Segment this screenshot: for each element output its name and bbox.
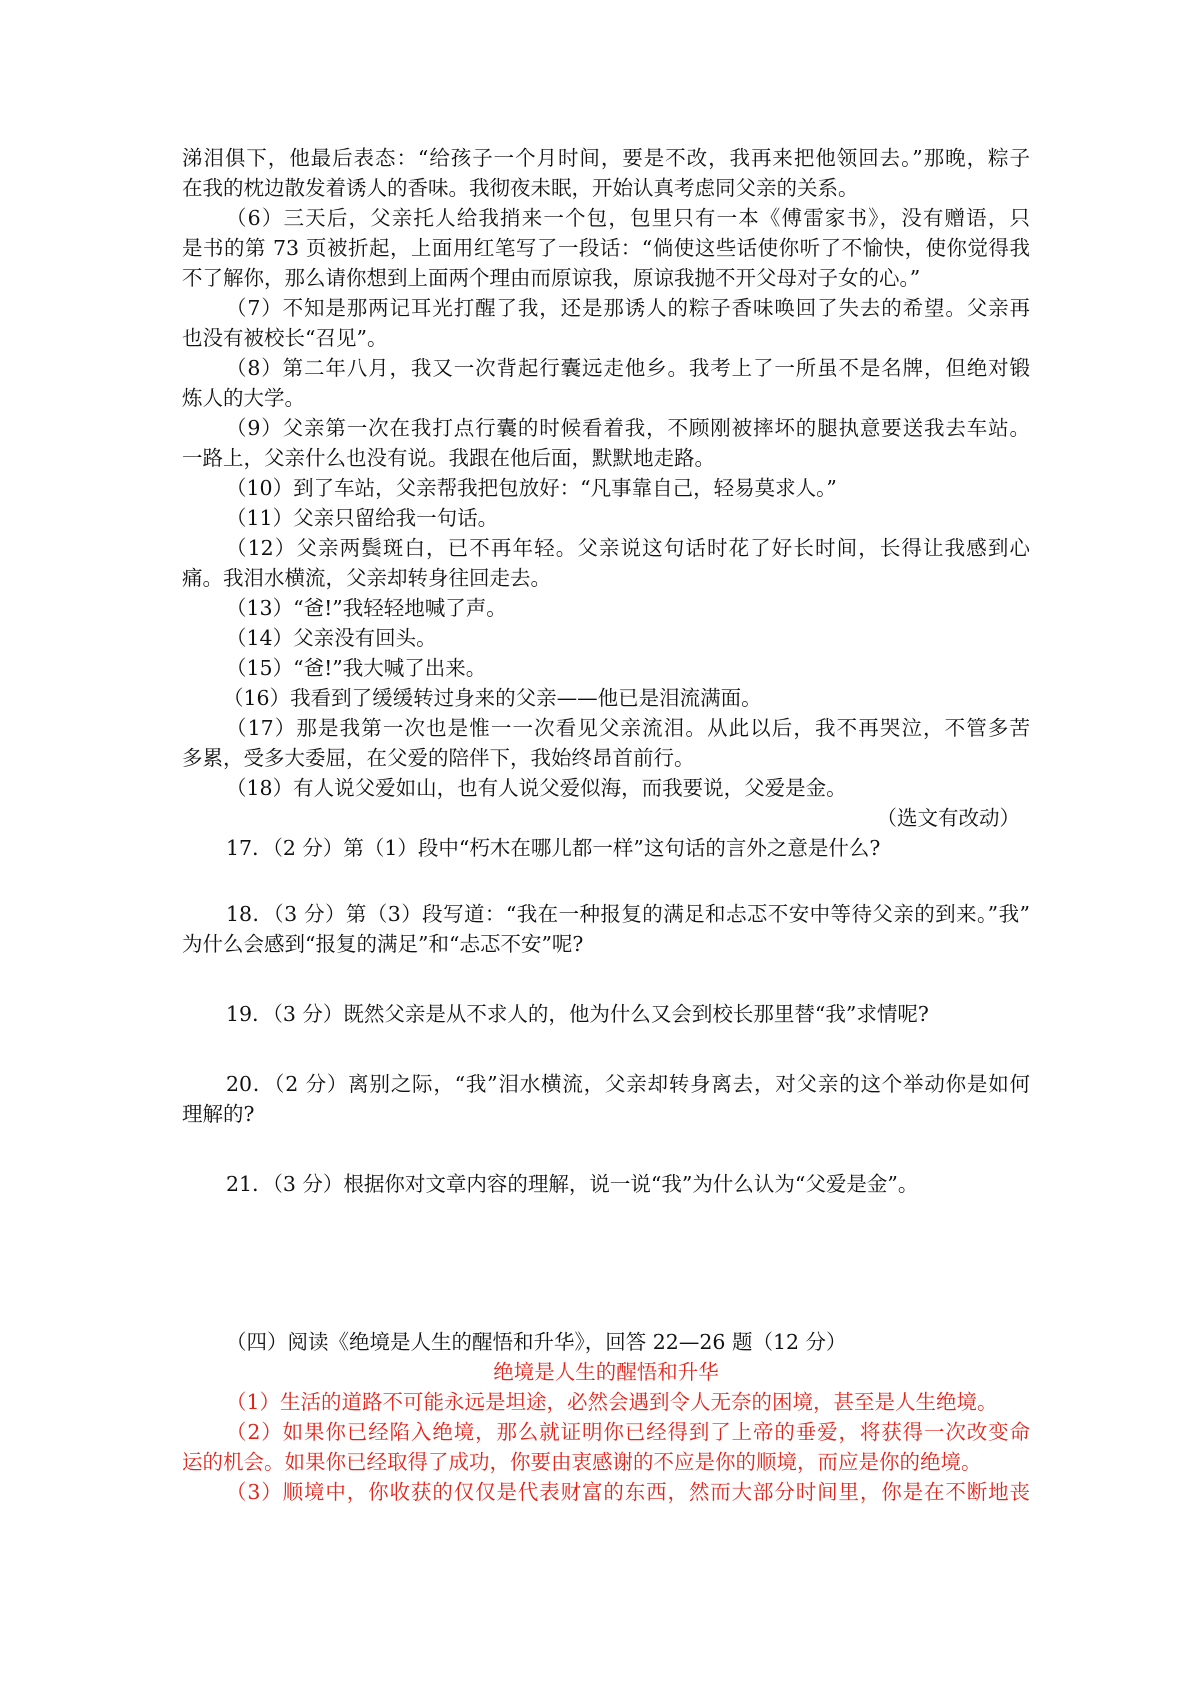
section-4 (182, 1327, 1030, 1507)
paragraph-12-line: 痛。我泪水横流，父亲却转身往回走去。 (182, 566, 551, 590)
question-20: 20．（2 分）离别之际，“我”泪水横流，父亲却转身离去，对父亲的这个举动你是如何 (226, 1072, 1030, 1096)
question-18: 18．（3 分）第（3）段写道：“我在一种报复的满足和忐忑不安中等待父亲的到来。”我” (226, 902, 1030, 926)
paragraph-7-line: （7）不知是那两记耳光打醒了我，还是那诱人的粽子香味唤回了失去的希望。父亲再 (226, 296, 1030, 320)
article-paragraph-2: （2）如果你已经陷入绝境，那么就证明你已经得到了上帝的垂爱，将获得一次改变命 (226, 1420, 1030, 1444)
paragraph-17-line: 多累，受多大委屈，在父爱的陪伴下，我始终昂首前行。 (182, 746, 695, 770)
question-list (182, 833, 1030, 1327)
paragraph-6-line: 是书的第 73 页被折起，上面用红笔写了一段话：“倘使这些话使你听了不愉快，使你觉得我 (182, 236, 1030, 260)
paragraph-6-line: （6）三天后，父亲托人给我捎来一个包，包里只有一本《傅雷家书》，没有赠语，只 (226, 206, 1030, 230)
article-paragraph-1: （1）生活的道路不可能永远是坦途，必然会遇到令人无奈的困境，甚至是人生绝境。 (226, 1390, 998, 1414)
paragraph-13-line: （13）“爸!”我轻轻地喊了声。 (226, 596, 507, 620)
paragraph-8-line: 炼人的大学。 (182, 386, 305, 410)
answer-space (182, 863, 1030, 899)
article-title: 绝境是人生的醒悟和升华 (493, 1360, 719, 1384)
answer-space (182, 1029, 1030, 1069)
question-17: 17．（2 分）第（1）段中“朽木在哪儿都一样”这句话的言外之意是什么? (226, 836, 881, 860)
article-paragraph-3: （3）顺境中，你收获的仅仅是代表财富的东西，然而大部分时间里，你是在不断地丧 (226, 1480, 1030, 1504)
paragraph-9-line: （9）父亲第一次在我打点行囊的时候看着我，不顾刚被摔坏的腿执意要送我去车站。 (226, 416, 1030, 440)
paragraph-15-line: （15）“爸!”我大喊了出来。 (226, 656, 487, 680)
paragraph-16-line: （16）我看到了缓缓转过身来的父亲——他已是泪流满面。 (223, 686, 762, 710)
question-19: 19．（3 分）既然父亲是从不求人的，他为什么又会到校长那里替“我”求情呢? (226, 1002, 929, 1026)
answer-space (182, 1129, 1030, 1169)
paragraph-17-line: （17）那是我第一次也是惟一一次看见父亲流泪。从此以后，我不再哭泣，不管多苦 (226, 716, 1030, 740)
paragraph-line: 涕泪俱下，他最后表态：“给孩子一个月时间，要是不改，我再来把他领回去。”那晚，粽子 (182, 146, 1030, 170)
paragraph-6-line: 不了解你，那么请你想到上面两个理由而原谅我，原谅我抛不开父母对子女的心。” (182, 266, 921, 290)
passage-text (182, 143, 1030, 833)
article-paragraph-2-continued: 运的机会。如果你已经取得了成功，你要由衷感谢的不应是你的顺境，而应是你的绝境。 (182, 1450, 982, 1474)
paragraph-18-line: （18）有人说父爱如山，也有人说父爱似海，而我要说，父爱是金。 (226, 776, 847, 800)
answer-space (182, 959, 1030, 999)
question-18-continued: 为什么会感到“报复的满足”和“忐忑不安”呢? (182, 932, 584, 956)
source-note: （选文有改动） (876, 806, 1020, 830)
answer-space (182, 1199, 1030, 1327)
paragraph-10-line: （10）到了车站，父亲帮我把包放好：“凡事靠自己，轻易莫求人。” (226, 476, 837, 500)
section-4-heading: （四）阅读《绝境是人生的醒悟和升华》，回答 22—26 题（12 分） (226, 1330, 847, 1354)
question-21: 21．（3 分）根据你对文章内容的理解，说一说“我”为什么认为“父爱是金”。 (226, 1172, 919, 1196)
paragraph-14-line: （14）父亲没有回头。 (226, 626, 437, 650)
paragraph-7-line: 也没有被校长“召见”。 (182, 326, 388, 350)
paragraph-12-line: （12）父亲两鬓斑白，已不再年轻。父亲说这句话时花了好长时间，长得让我感到心 (226, 536, 1030, 560)
paragraph-line: 在我的枕边散发着诱人的香味。我彻夜未眠，开始认真考虑同父亲的关系。 (182, 176, 859, 200)
document-page (182, 143, 1030, 1507)
paragraph-9-line: 一路上，父亲什么也没有说。我跟在他后面，默默地走路。 (182, 446, 715, 470)
question-20-continued: 理解的? (182, 1102, 255, 1126)
paragraph-8-line: （8）第二年八月，我又一次背起行囊远走他乡。我考上了一所虽不是名牌，但绝对锻 (226, 356, 1030, 380)
paragraph-11-line: （11）父亲只留给我一句话。 (226, 506, 499, 530)
